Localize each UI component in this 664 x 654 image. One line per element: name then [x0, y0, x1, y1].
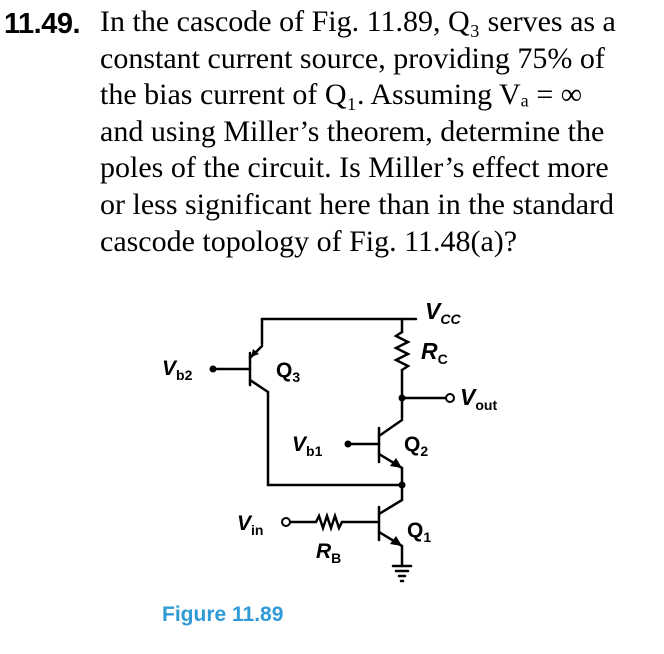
q1-label: $Q_1$: [407, 519, 432, 545]
vout-label: $V_{out}$: [460, 384, 498, 413]
q3-to-q1-wire: [268, 392, 402, 485]
vcc-label: $V_{CC}$: [425, 298, 461, 327]
problem-number: 11.49.: [4, 8, 81, 40]
vb1-label: $V_{b1}$: [292, 433, 323, 459]
q1-collector: [379, 500, 402, 514]
vin-label: $V_{in}$: [237, 512, 264, 538]
rb-zigzag: [316, 516, 342, 528]
vin-terminal: [282, 518, 290, 526]
statement-line: constant current source, providing 75% of: [100, 41, 605, 75]
statement-line: or less significant here than in the standard: [100, 187, 615, 221]
q3-label: $Q_3$: [276, 359, 301, 385]
vout-terminal: [446, 394, 454, 402]
rc-label: $R_C$: [421, 338, 448, 367]
q1-collector-node-dot: [399, 482, 406, 489]
rb-label: $R_B$: [316, 540, 342, 566]
cascode-circuit: [0, 290, 560, 600]
vb2-terminal: [210, 366, 217, 373]
q2-collector: [379, 420, 402, 436]
q2-label: $Q_2$: [404, 433, 429, 459]
statement-line: In the cascode of Fig. 11.89, Q₃ serves as a: [100, 5, 616, 38]
vb1-terminal: [345, 441, 352, 448]
q3-collector: [250, 380, 268, 392]
statement-line: the bias current of Q₁. Assuming Vₐ = ∞: [100, 78, 583, 112]
rc-zigzag: [396, 332, 408, 370]
vb2-label: $V_{b2}$: [162, 357, 193, 383]
figure-caption: Figure 11.89: [162, 603, 284, 626]
vout-node-dot: [399, 395, 406, 402]
problem-statement: [100, 4, 660, 260]
statement-line: poles of the circuit. Is Miller’s effect more: [100, 151, 609, 185]
statement-line: and using Miller’s theorem, determine the: [100, 114, 605, 148]
statement-line: cascode topology of Fig. 11.48(a)?: [100, 224, 518, 258]
